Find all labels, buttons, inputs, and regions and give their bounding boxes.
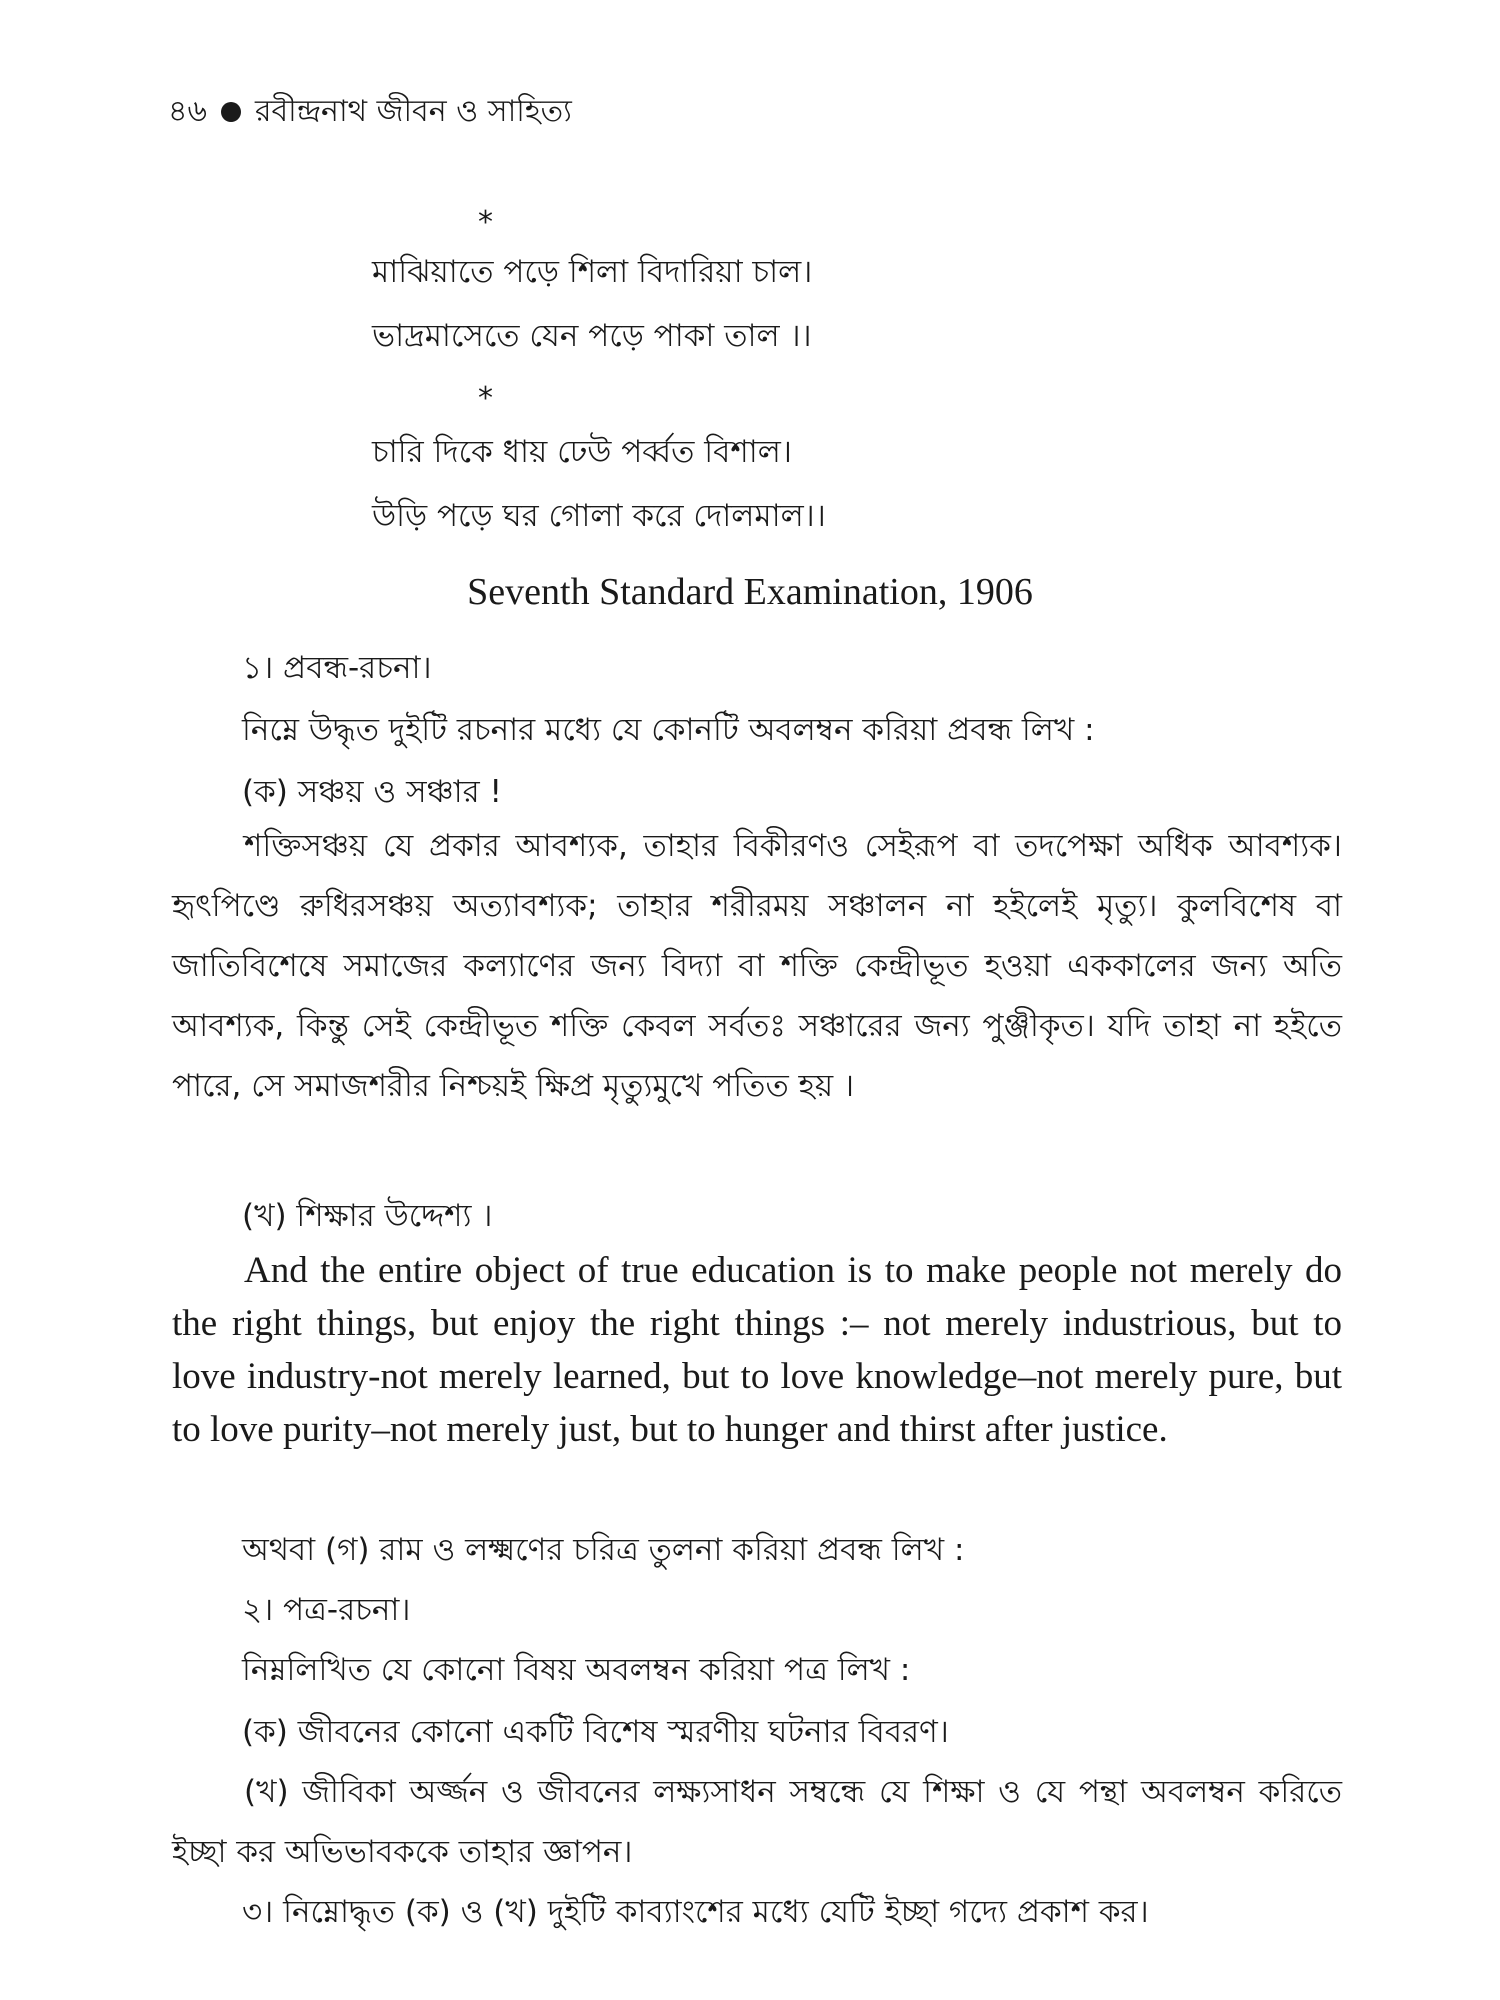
poem-line: মাঝিয়াতে পড়ে শিলা বিদারিয়া চাল। xyxy=(372,254,813,290)
section-1-option-c: অথবা (গ) রাম ও লক্ষ্মণের চরিত্র তুলনা করিয়া প্রবন্ধ লিখ : xyxy=(242,1532,965,1568)
book-title: রবীন্দ্রনাথ জীবন ও সাহিত্য xyxy=(254,94,572,129)
poem-line: ভাদ্রমাসেতে যেন পড়ে পাকা তাল ।। xyxy=(372,318,812,354)
poem-separator-2: * xyxy=(478,381,493,416)
page-number: ৪৬ xyxy=(168,94,207,129)
section-1-heading: ১। প্রবন্ধ-রচনা। xyxy=(242,650,432,686)
poem-line: উড়ি পড়ে ঘর গোলা করে দোলমাল।। xyxy=(372,498,826,534)
section-2-instruction: নিম্নলিখিত যে কোনো বিষয় অবলম্বন করিয়া পত্র লিখ : xyxy=(242,1652,911,1688)
bullet-dot-icon xyxy=(221,102,241,122)
section-2-heading: ২। পত্র-রচনা। xyxy=(242,1592,411,1628)
running-header xyxy=(168,92,572,132)
section-1-option-b-text: And the entire object of true education is to make people not merely do the right things, but enjoy the right things :– not merely industrious, but to love industry-not merely learned, but to love knowledge–not merely pure, but to love purity–not merely just, but to hunger and thirst after justice. xyxy=(172,1250,1342,1450)
poem-line: চারি দিকে ধায় ঢেউ পর্ব্বত বিশাল। xyxy=(372,434,792,470)
poem-separator-1: * xyxy=(478,205,493,240)
section-1-instruction: নিম্নে উদ্ধৃত দুইটি রচনার মধ্যে যে কোনটি অবলম্বন করিয়া প্রবন্ধ লিখ : xyxy=(242,712,1095,748)
section-1-option-a-title: (ক) সঞ্চয় ও সঞ্চার ! xyxy=(242,774,502,810)
section-2-option-a: (ক) জীবনের কোনো একটি বিশেষ স্মরণীয় ঘটনার বিবরণ। xyxy=(242,1714,949,1750)
section-1-option-b-title: (খ) শিক্ষার উদ্দেশ্য । xyxy=(242,1198,493,1234)
exam-title: Seventh Standard Examination, 1906 xyxy=(467,571,1033,613)
section-3-heading: ৩। নিম্নোদ্ধৃত (ক) ও (খ) দুইটি কাব্যাংশের মধ্যে যেটি ইচ্ছা গদ্যে প্রকাশ কর। xyxy=(242,1894,1149,1930)
section-2-option-b: (খ) জীবিকা অর্জ্জন ও জীবনের লক্ষ্যসাধন সম্বন্ধে যে শিক্ষা ও যে পন্থা অবলম্বন করিতে ইচ্ছা কর অভিভাবককে তাহার জ্ঞাপন। xyxy=(172,1774,1342,1870)
section-1-option-a-text: শক্তিসঞ্চয় যে প্রকার আবশ্যক, তাহার বিকীরণও সেইরূপ বা তদপেক্ষা অধিক আবশ্যক। হৃৎপিণ্ডে রুধিরসঞ্চয় অত্যাবশ্যক; তাহার শরীরময় সঞ্চালন না হইলেই মৃত্যু। কুলবিশেষ বা জাতিবিশেষে সমাজের কল্যাণের জন্য বিদ্যা বা শক্তি কেন্দ্রীভূত হওয়া এককালের জন্য অতি আবশ্যক, কিন্তু সেই কেন্দ্রীভূত শক্তি কেবল সর্বতঃ সঞ্চারের জন্য পুঞ্জীকৃত। যদি তাহা না হইতে পারে, সে সমাজশরীর নিশ্চয়ই ক্ষিপ্র মৃত্যুমুখে পতিত হয় । xyxy=(172,828,1342,1104)
